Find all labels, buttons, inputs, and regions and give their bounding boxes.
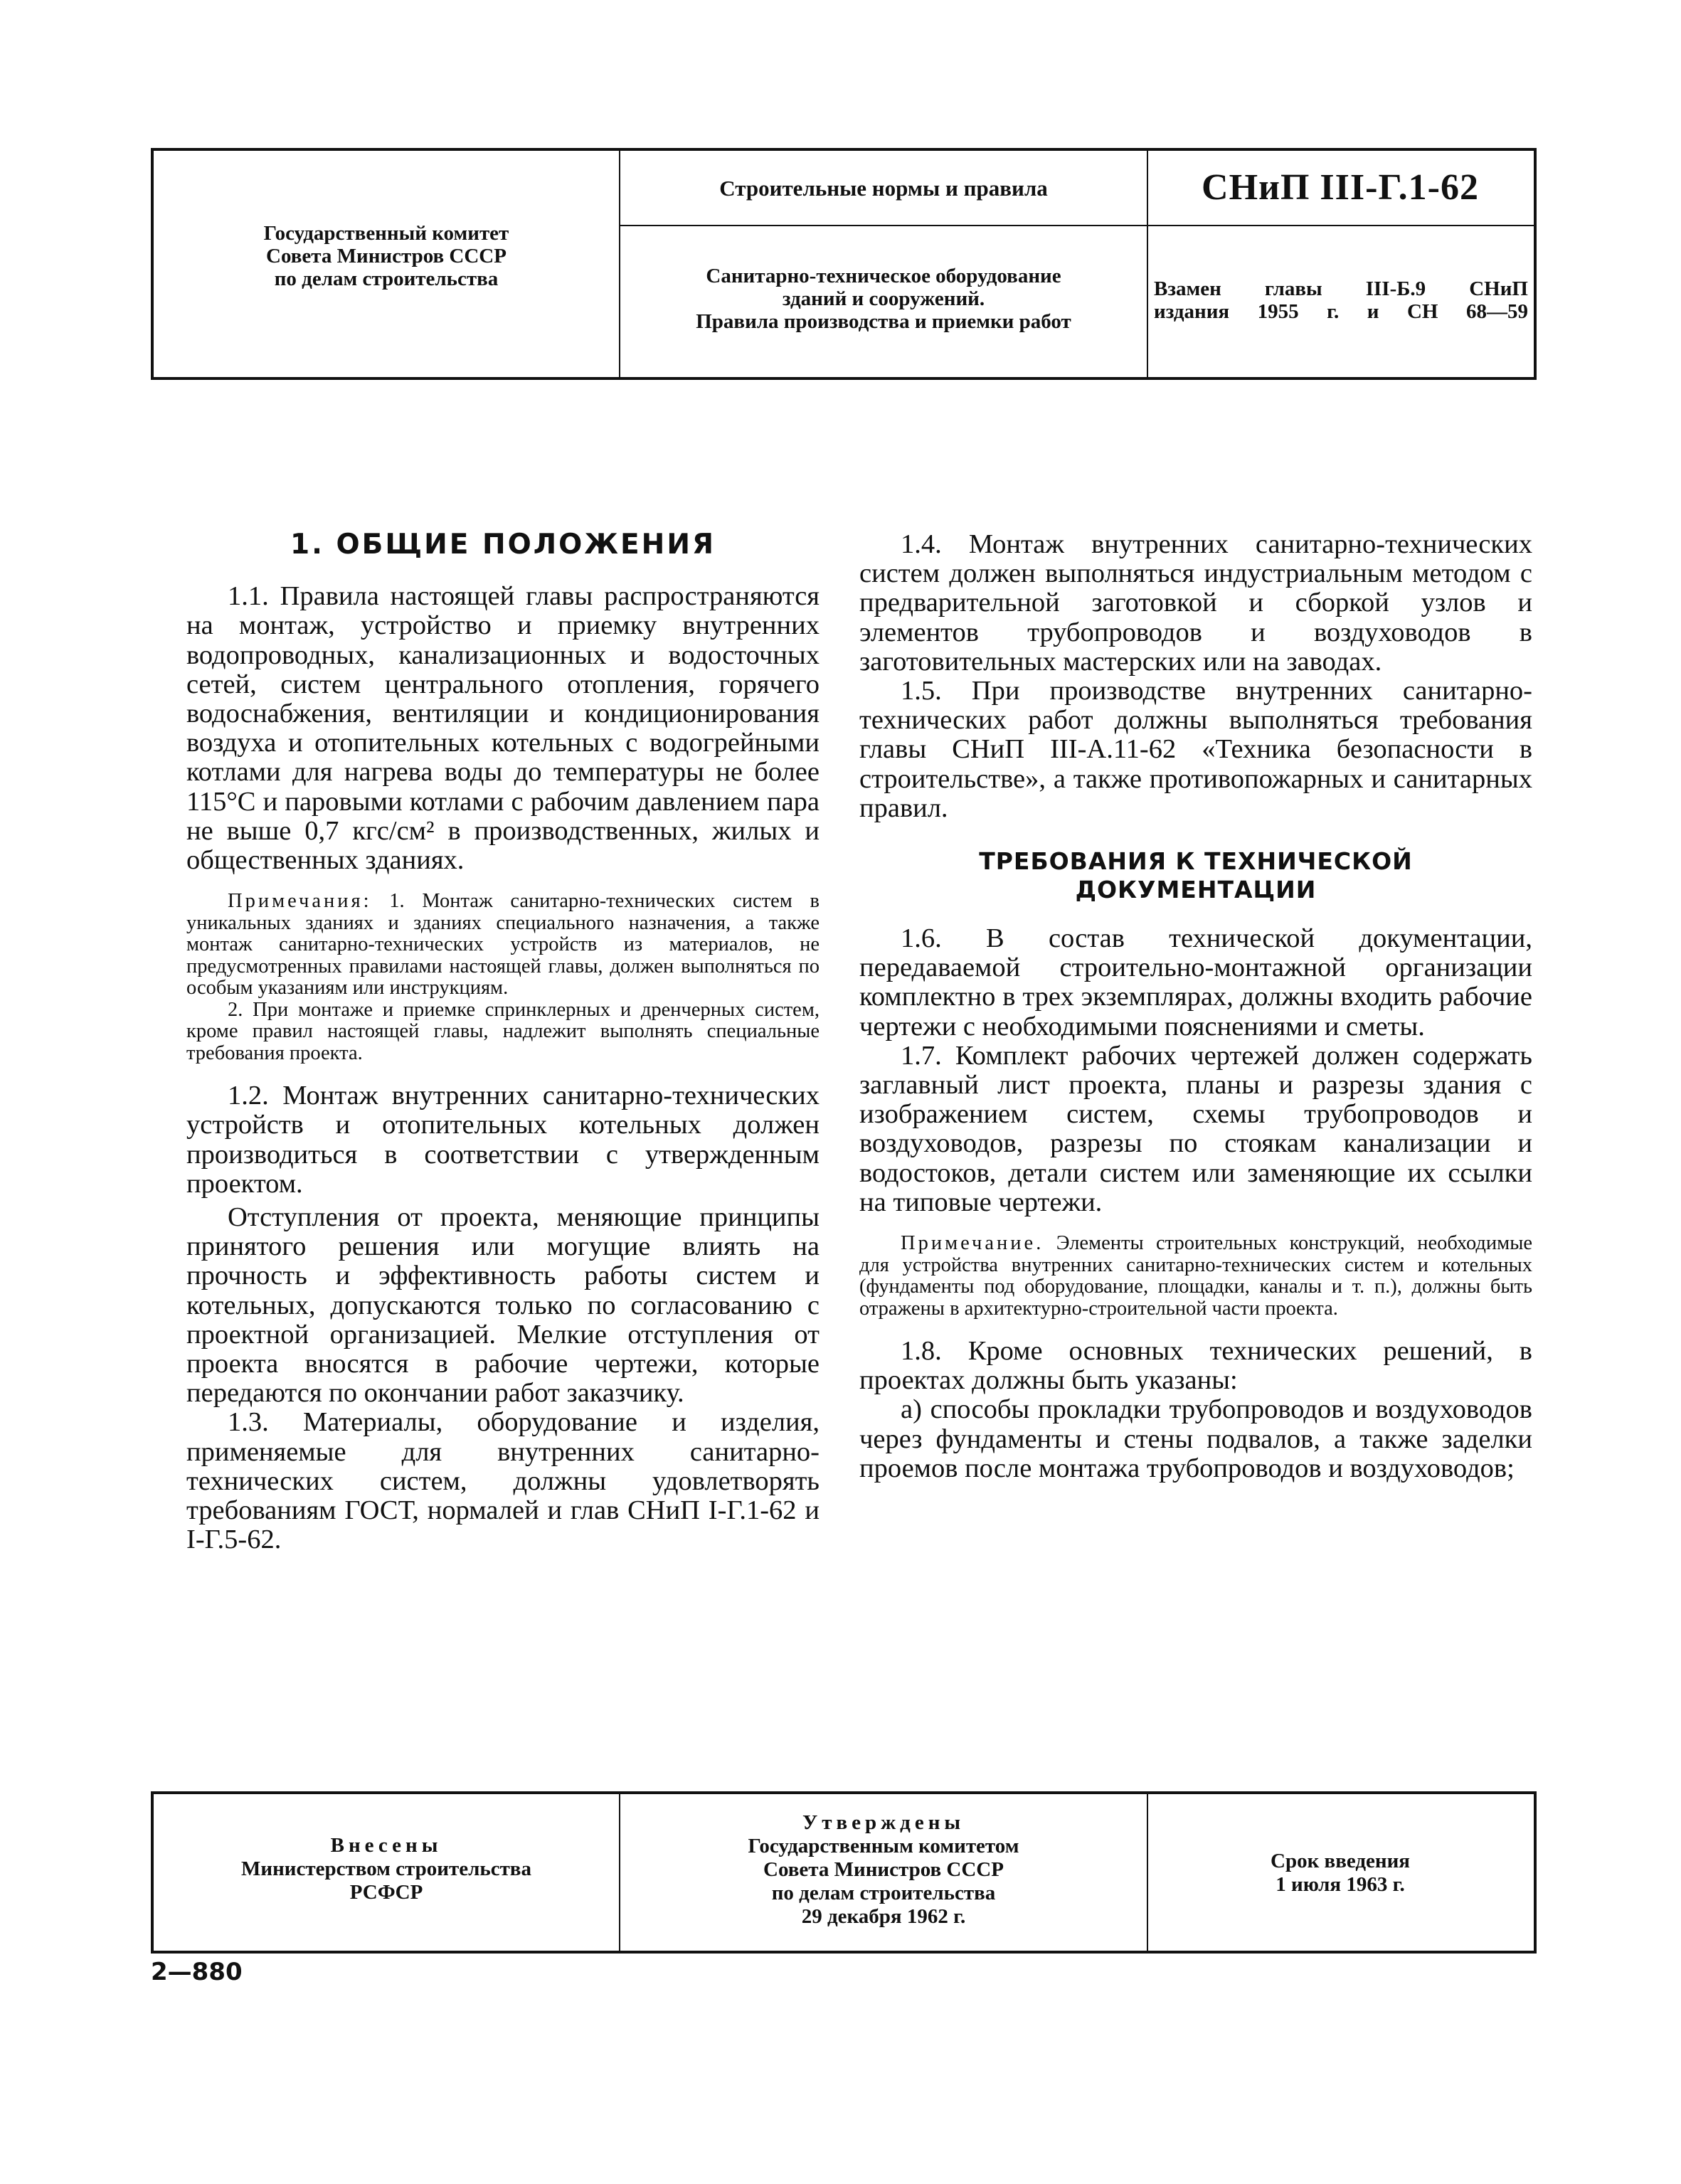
effective-label: Срок введения [1271,1850,1410,1872]
left-column [186,530,820,1554]
right-column [859,530,1532,1483]
paragraph-1-8-a: а) способы прокладки трубопроводов и воздуховодов через фундаменты и стены подвалов, а также заделки проемов после монтажа трубопроводов и воздуховодов; [859,1394,1532,1483]
page-code: 2—880 [151,1958,243,1986]
note-1 [186,891,820,1000]
paragraph-1-2: 1.2. Монтаж внутренних санитарно-технических устройств и отопительных котельных должен производиться в соответствии с утвержденным проектом. [186,1081,820,1199]
document-title [620,265,1147,333]
document-footer-table [151,1791,1537,1954]
document-type: Строительные нормы и правила [719,176,1048,201]
submitted-line: РСФСР [349,1881,423,1904]
authority-line: Совета Министров СССР [266,245,507,267]
note-text: 1. Монтаж санитарно-технических систем в уникальных зданиях и зданиях специального назначения, а также монтаж санитарно-технических устройств из материалов, не предусмотренных правилами настоящей главы, должен выполняться по особым указаниям или инструкциям. [186,890,820,1000]
submitted-by [154,1834,619,1904]
effective-value: 1 июля 1963 г. [1276,1873,1405,1896]
subsection-heading [859,847,1532,904]
paragraph-1-6: 1.6. В состав технической документации, передаваемой строительно-монтажной организации комплектно в трех экземплярах, должны входить рабочие чертежи с необходимыми пояснениями и сметы. [859,923,1532,1041]
title-line: Правила производства и приемки работ [696,310,1071,333]
paragraph-1-7: 1.7. Комплект рабочих чертежей должен содержать заглавный лист проекта, планы и разрезы здания с изображением систем, схемы трубопроводов и воздуховодов, разрезы по стоякам канализации и водостоков, детали систем или заменяющие их ссылки на типовые чертежи. [859,1040,1532,1217]
approved-line: Совета Министров СССР [763,1858,1004,1881]
section-heading: 1. ОБЩИЕ ПОЛОЖЕНИЯ [290,529,716,561]
title-line: зданий и сооружений. [782,287,985,310]
title-line: Санитарно-техническое оборудование [706,265,1061,287]
approved-title: Утверждены [802,1811,965,1834]
note-block [859,1233,1532,1320]
subheading-line: ДОКУМЕНТАЦИИ [1075,876,1317,904]
submitted-title: Внесены [330,1834,442,1857]
replaces-note [1154,277,1528,323]
document-code: СНиП III-Г.1-62 [1202,167,1479,208]
paragraph-1-5: 1.5. При производстве внутренних санитарно-технических работ должны выполняться требования главы СНиП III-А.11-62 «Техника безопасности в строительстве», а также противопожарных и санитарных правил. [859,676,1532,823]
submitted-line: Министерством строительства [241,1857,531,1880]
approved-line: по делам строительства [771,1882,996,1904]
subheading-line: ТРЕБОВАНИЯ К ТЕХНИЧЕСКОЙ [979,847,1413,876]
header-divider [620,225,1534,226]
notes-block [186,891,820,1064]
note-text: Элементы строительных конструкций, необходимые для устройства внутренних санитарно-технических систем и котельных (фундаменты под оборудование, площадки, каналы и т. п.), должны быть отражены в архитектурно-строительной части проекта. [859,1232,1532,1320]
note-label: Примечания: [228,890,372,913]
note-label: Примечание. [901,1232,1044,1255]
effective-date [1148,1850,1532,1897]
paragraph-1-1: 1.1. Правила настоящей главы распространяются на монтаж, устройство и приемку внутренних водопроводных, канализационных и водосточных сетей, систем центрального отопления, горячего водоснабжения, вентиляции и кондиционирования воздуха и отопительных котельных с водогрейными котлами для нагрева воды до температуры не более 115°С и паровыми котлами с рабочим давлением пара не выше 0,7 кгс/см² в производственных, жилых и общественных зданиях. [186,581,820,876]
approved-by [620,1811,1147,1929]
paragraph-1-3: 1.3. Материалы, оборудование и изделия, применяемые для внутренних санитарно-технических систем, должны удовлетворять требованиям ГОСТ, нормалей и глав СНиП I-Г.1-62 и I-Г.5-62. [186,1407,820,1555]
authority-line: по делам строительства [274,267,499,290]
approved-line: Государственным комитетом [748,1835,1019,1857]
document-header-table [151,148,1537,380]
approved-date: 29 декабря 1962 г. [801,1905,966,1928]
replaces-line: Взамен главы III-Б.9 СНиП [1154,277,1528,300]
note [859,1233,1532,1320]
authority-line: Государственный комитет [263,222,509,245]
note-2: 2. При монтаже и приемке спринклерных и дренчерных систем, кроме правил настоящей главы, надлежит выполнять специальные требования проекта. [186,998,820,1064]
paragraph-1-2-continued: Отступления от проекта, меняющие принципы принятого решения или могущие влиять на прочность и эффективность работы систем и котельных, допускаются только по согласованию с проектной организацией. Мелкие отступления от проекта вносятся в рабочие чертежи, которые передаются по окончании работ заказчику. [186,1202,820,1409]
paragraph-1-4: 1.4. Монтаж внутренних санитарно-технических систем должен выполняться индустриальным методом с предварительной заготовкой и сборкой узлов и элементов трубопроводов и воздуховодов в заготовительных мастерских или на заводах. [859,529,1532,677]
paragraph-1-8: 1.8. Кроме основных технических решений, в проектах должны быть указаны: [859,1336,1532,1396]
replaces-line: издания 1955 г. и СН 68—59 [1154,300,1528,323]
issuing-authority [154,222,619,290]
